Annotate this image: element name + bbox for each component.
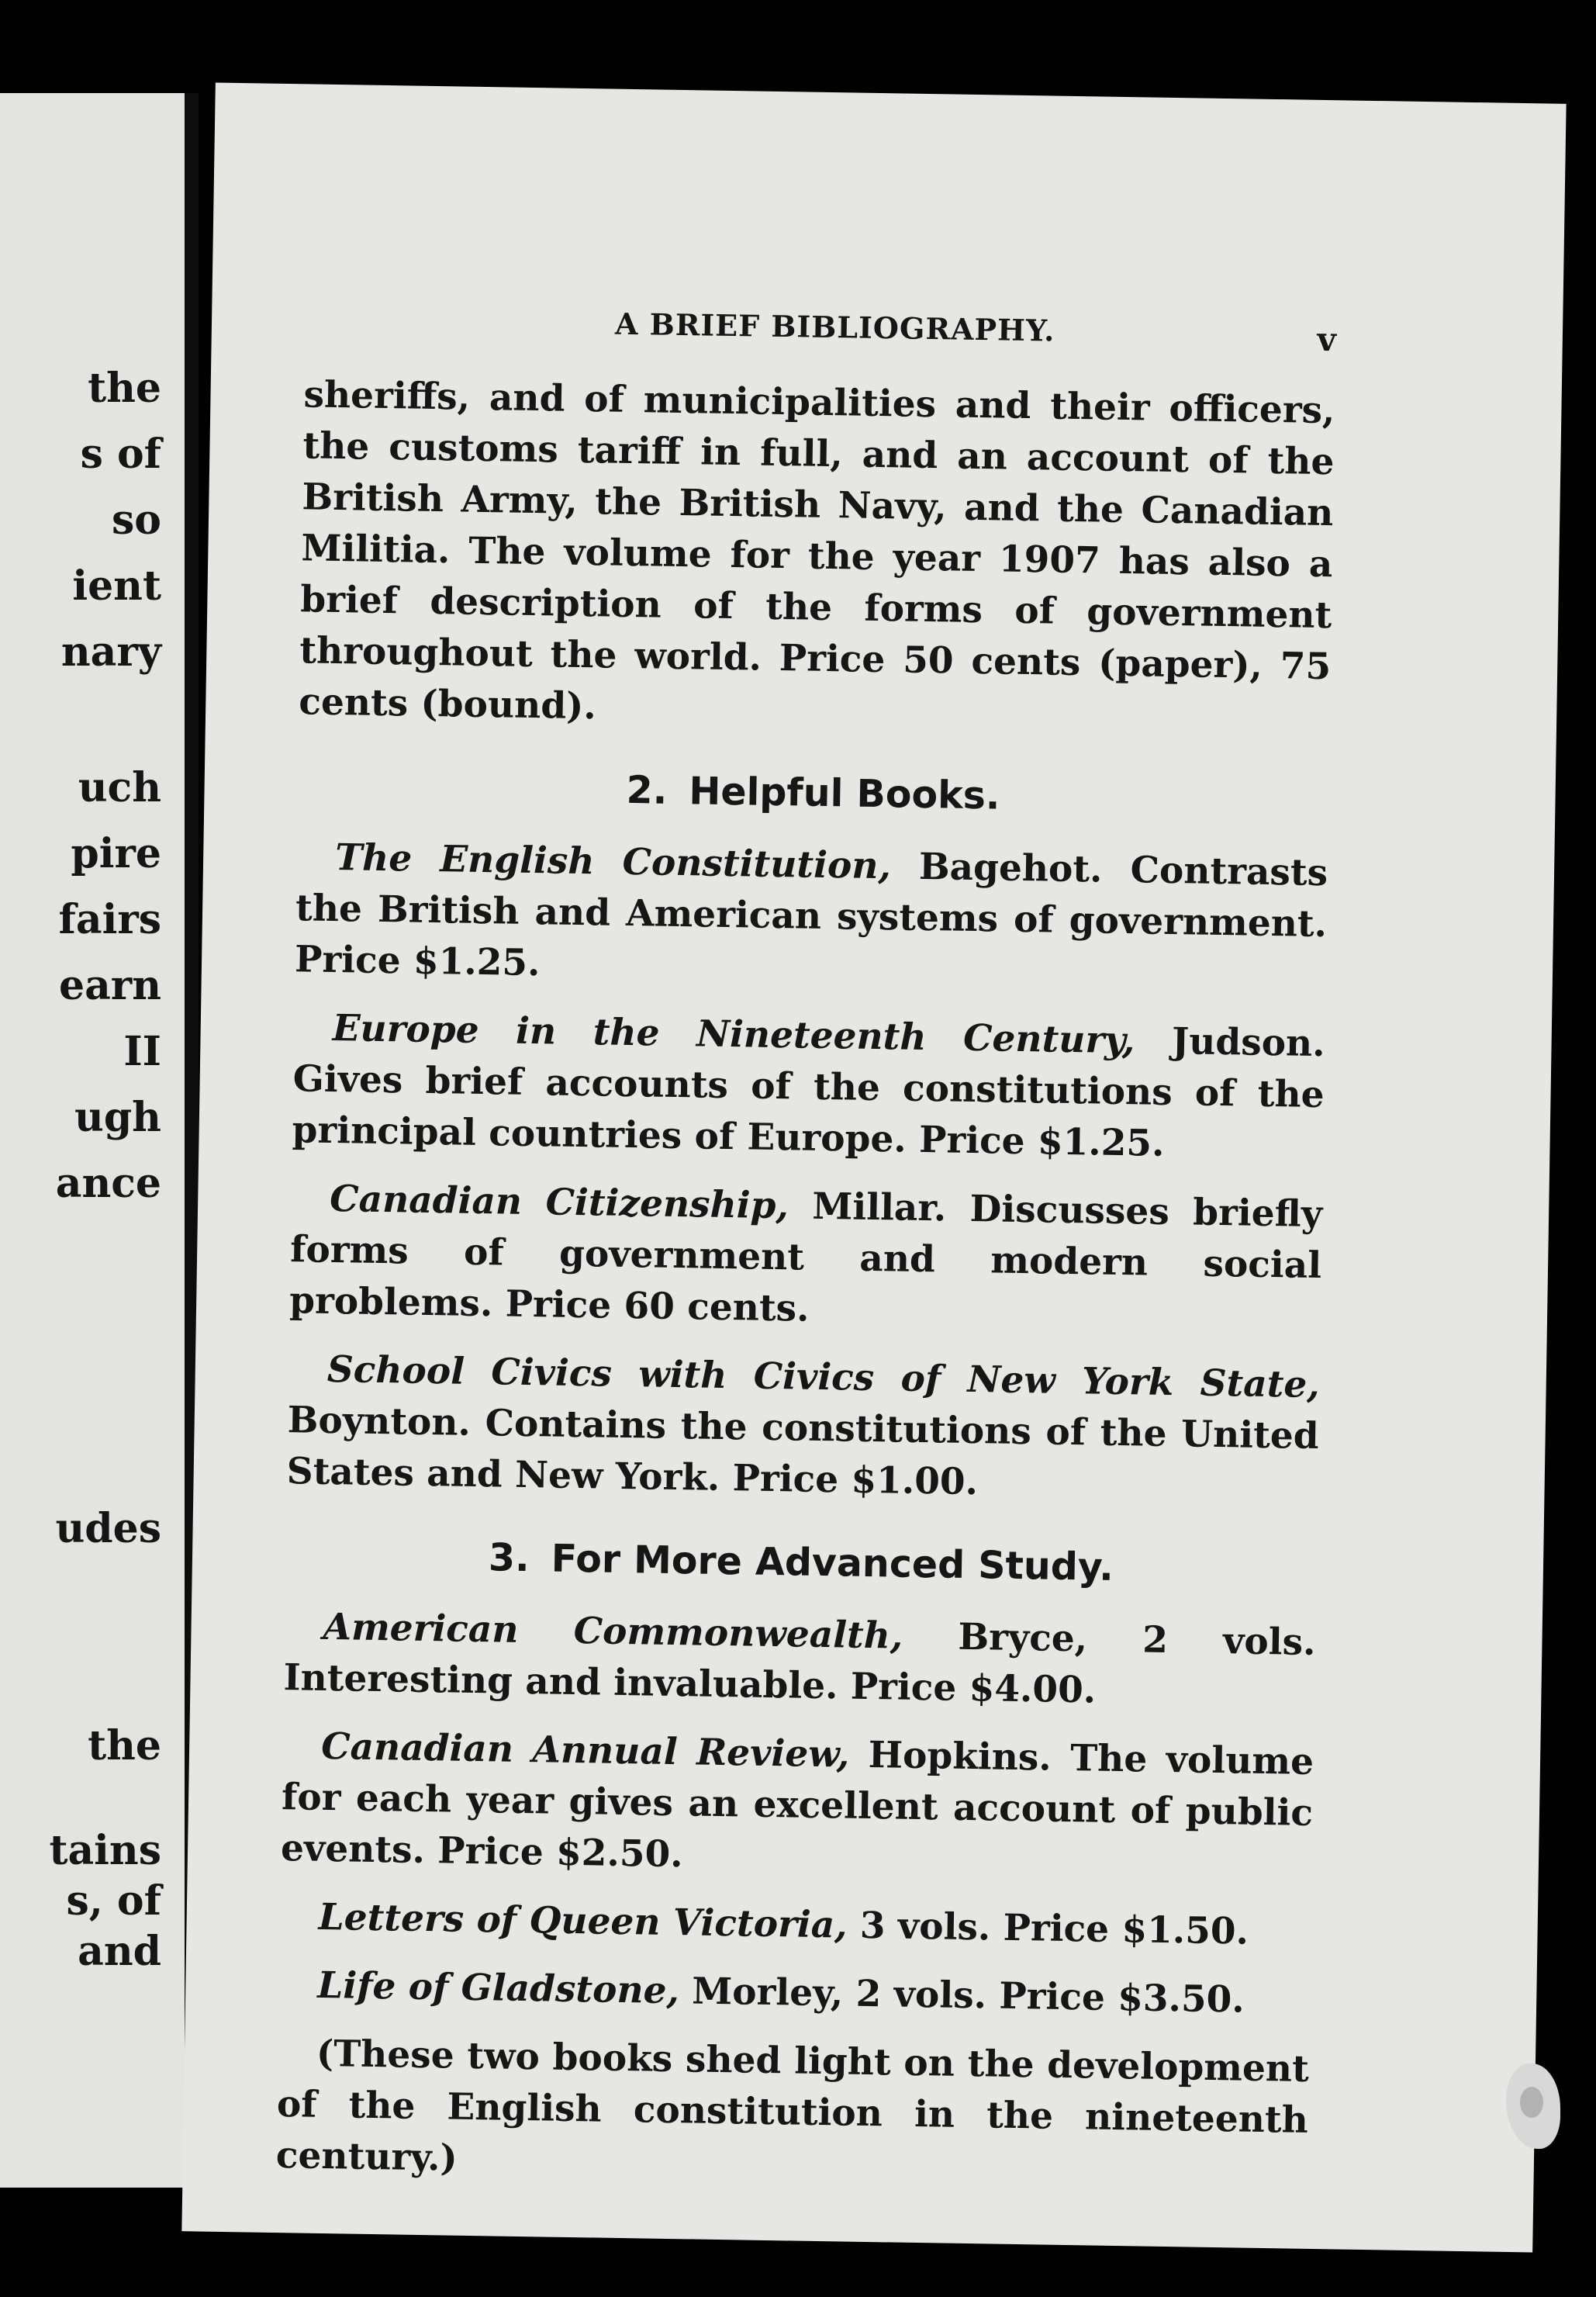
book-title: Life of Gladstone, — [316, 1963, 680, 2013]
facing-page-word: s, of — [66, 1877, 161, 1925]
section-number: 3. — [488, 1535, 530, 1581]
bibliography-entry — [289, 1173, 1323, 1343]
facing-page-word: ugh — [74, 1094, 161, 1141]
book-page — [181, 82, 1566, 2252]
facing-page-word: s of — [80, 431, 161, 478]
facing-page-word: nary — [60, 628, 161, 676]
bibliography-entry — [295, 832, 1328, 1001]
section-note: (These two books shed light on the development of the English constitution in the nineteenth century.) — [275, 2032, 1310, 2180]
book-title: The English Constitution, — [334, 836, 892, 888]
bibliography-entry — [279, 1891, 1311, 1959]
section-heading-advanced-study — [285, 1531, 1318, 1594]
facing-page-word: earn — [59, 962, 161, 1009]
facing-page-word: the — [88, 365, 161, 412]
facing-page-word: ient — [72, 562, 161, 610]
facing-page-word: fairs — [58, 896, 161, 943]
facing-page-word: II — [123, 1028, 161, 1075]
entry-text: Bryce, 2 vols. Interesting and invaluable. Price $4.00. — [283, 1614, 1316, 1712]
bibliography-entry — [283, 1601, 1316, 1720]
section-title: For More Advanced Study. — [551, 1536, 1114, 1590]
facing-page-word: uch — [78, 764, 161, 811]
facing-page-fragment — [0, 93, 185, 2188]
bibliography-entry — [286, 1344, 1320, 1513]
book-title: School Civics with Civics of New York State, — [326, 1347, 1321, 1407]
bibliography-entry — [292, 1002, 1325, 1172]
page-number: v — [1317, 320, 1337, 359]
section-number: 2. — [626, 767, 668, 813]
section-title: Helpful Books. — [688, 769, 1000, 818]
entry-text: Morley, 2 vols. Price $3.50. — [679, 1970, 1245, 2022]
page-content — [275, 301, 1336, 2198]
facing-page-word: pire — [71, 830, 161, 877]
entry-text: Millar. Discusses briefly forms of government and modern social problems. Price 60 cents. — [288, 1185, 1323, 1330]
book-title: Canadian Citizenship, — [329, 1177, 789, 1228]
running-head — [304, 301, 1336, 372]
facing-page-word: udes — [55, 1505, 161, 1552]
facing-page-word: the — [88, 1722, 161, 1769]
entry-text: Boynton. Contains the constitutions of the United States and New York. Price $1.00. — [286, 1399, 1320, 1504]
facing-page-word: and — [78, 1928, 161, 1975]
entry-text: 3 vols. Price $1.50. — [847, 1904, 1249, 1953]
paper-blemish-spot — [1520, 2087, 1543, 2118]
section-heading-helpful-books — [297, 762, 1329, 825]
bibliography-entry — [281, 1721, 1314, 1891]
book-title: Letters of Queen Victoria, — [318, 1895, 848, 1947]
book-title: Canadian Annual Review, — [320, 1724, 850, 1776]
book-title: American Commonwealth, — [323, 1605, 903, 1658]
running-title: A BRIEF BIBLIOGRAPHY. — [614, 306, 1055, 348]
facing-page-word: ance — [55, 1160, 161, 1207]
facing-page-word: so — [112, 496, 161, 544]
book-title: Europe in the Nineteenth Century, — [332, 1007, 1135, 1063]
facing-page-word: tains — [49, 1827, 161, 1874]
entry-text: Judson. Gives brief accounts of the constitutions of the principal countries of Europe. Price $1.25. — [292, 1019, 1326, 1165]
bibliography-entry — [278, 1960, 1311, 2027]
entry-text: Bagehot. Contrasts the British and American systems of government. Price $1.25. — [294, 845, 1328, 985]
entry-text: Hopkins. The volume for each year gives an excellent account of public events. Price $2.50. — [280, 1733, 1314, 1877]
intro-paragraph: sheriffs, and of municipalities and their officers, the customs tariff in full, and an account of the British Army, the British Navy, and the Canadian Militia. The volume for the year 1907 has also a brief description of the forms of government throughout the world. Price 50 cents (paper), 75 cents (bound). — [298, 373, 1335, 728]
